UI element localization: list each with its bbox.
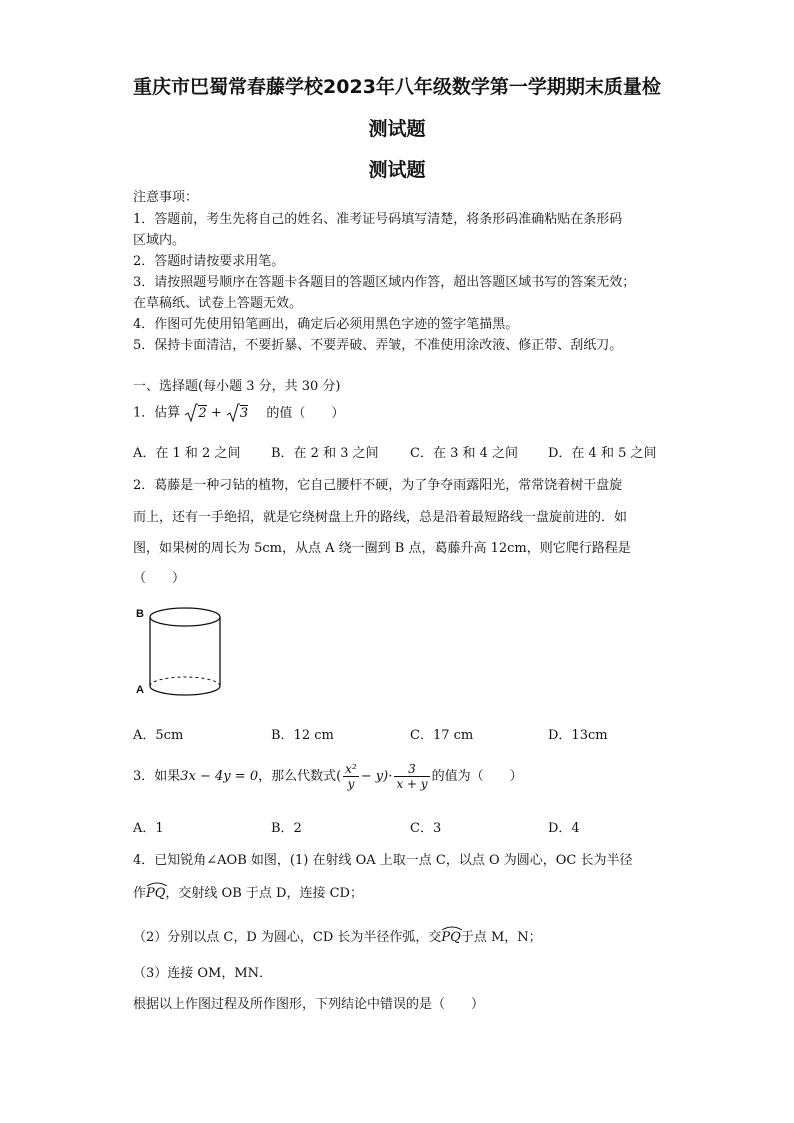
- q1-option-d: D．在 4 和 5 之间: [548, 446, 657, 461]
- notes-item: 5．保持卡面清洁，不要折暴、不要弄破、弄皱，不准使用涂改液、修正带、刮纸刀。: [133, 338, 623, 353]
- page-subtitle: 测试题: [368, 159, 426, 181]
- q3-middle: ，那么代数式(: [258, 769, 342, 784]
- section-heading: 一、选择题(每小题 3 分，共 30 分): [133, 379, 341, 394]
- q3-option-b: B．2: [271, 821, 302, 836]
- arc-pq-1-label: PQ: [146, 886, 166, 901]
- q3-fraction-1: [343, 762, 359, 791]
- q1-prefix: 1．估算: [133, 405, 181, 421]
- arc-pq-1: [146, 886, 165, 901]
- q3-option-c: C．3: [410, 821, 442, 836]
- arc-pq-2-label: PQ: [441, 930, 461, 945]
- q4-line-4: （3）连接 OM，MN．: [133, 966, 273, 981]
- notes-heading: 注意事项：: [133, 190, 199, 205]
- q1-option-a: A．在 1 和 2 之间: [133, 446, 241, 461]
- q4-line-5: 根据以上作图过程及所作图形，下列结论中错误的是（ ）: [133, 997, 485, 1012]
- q4-line-3: [133, 926, 542, 945]
- q3-minus-y: − y)·: [360, 769, 393, 784]
- notes-item: 2．答题时请按要求用笔。: [133, 254, 285, 269]
- q4-line3-start: （2）分别以点 C，D 为圆心，CD 长为半径作弧，交: [133, 930, 442, 945]
- notes-item: 区域内。: [133, 233, 186, 248]
- q4-line-1: 4．已知锐角∠AOB 如图，(1) 在射线 OA 上取一点 C，以点 O 为圆心，OC 长为半径: [133, 853, 633, 868]
- question-1: [133, 401, 344, 425]
- notes-item: 4．作图可先使用铅笔画出，确定后必须用黑色字迹的签字笔描黑。: [133, 317, 519, 332]
- q3-frac2-denominator: x + y: [396, 777, 428, 791]
- q2-line: 而上，还有一手绝招，就是它绕树盘上升的路线，总是沿着最短路线一盘旋前进的．如: [133, 510, 628, 525]
- q2-option-c: C．17 cm: [410, 728, 474, 743]
- q1-suffix: 的值（ ）: [266, 405, 345, 421]
- q3-suffix: 的值为（ ）: [431, 769, 523, 784]
- sqrt-icon: [184, 401, 198, 425]
- q2-line: 图，如果树的周长为 5cm，从点 A 绕一圈到 B 点，葛藤升高 12cm，则它爬行路程是: [133, 541, 631, 556]
- q2-option-b: B．12 cm: [271, 728, 334, 743]
- question-3: [133, 755, 523, 799]
- cylinder-figure: [133, 602, 233, 702]
- q2-option-a: A．5cm: [133, 728, 184, 743]
- q3-option-d: D．4: [548, 821, 580, 836]
- q1-option-b: B．在 2 和 3 之间: [271, 446, 379, 461]
- page-title-continued: 测试题: [368, 118, 426, 140]
- q3-frac1-denominator: y: [347, 777, 355, 791]
- q4-line2-end: ，交射线 OB 于点 D，连接 CD；: [165, 886, 363, 901]
- arc-pq-2: [441, 930, 460, 945]
- q3-option-a: A．1: [133, 821, 164, 836]
- notes-item: 1．答题前，考生先将自己的姓名、准考证号码填写清楚，将条形码准确粘贴在条形码: [133, 212, 623, 227]
- q1-option-c: C．在 3 和 4 之间: [410, 446, 519, 461]
- q4-line2-start: 作: [133, 886, 147, 901]
- q3-prefix: 3．如果: [133, 769, 181, 784]
- notes-item: 在草稿纸、试卷上答题无效。: [133, 296, 303, 311]
- q3-frac2-numerator: 3: [394, 762, 429, 777]
- q4-line-2: [133, 882, 363, 901]
- page-title: 重庆市巴蜀常春藤学校2023年八年级数学第一学期期末质量检: [133, 76, 661, 98]
- q4-line3-end: 于点 M，N；: [460, 930, 542, 945]
- q2-line: 2．葛藤是一种刁钻的植物，它自己腰杆不硬，为了争夺雨露阳光，常常饶着树干盘旋: [133, 478, 623, 493]
- sqrt-icon: [226, 401, 240, 425]
- point-a-label: A: [136, 684, 144, 696]
- notes-item: 3．请按照题号顺序在答题卡各题目的答题区域内作答，超出答题区域书写的答案无效；: [133, 275, 636, 290]
- q3-frac1-numerator: x²: [345, 762, 357, 776]
- q1-radicand-a: 2: [198, 405, 207, 421]
- q1-plus: +: [210, 405, 222, 421]
- q1-radicand-b: 3: [239, 405, 249, 421]
- q3-condition: 3x − 4y = 0: [180, 769, 259, 784]
- q2-option-d: D．13cm: [548, 728, 608, 743]
- point-b-label: B: [136, 608, 144, 620]
- q3-fraction-2: [394, 762, 429, 791]
- q2-line: （ ）: [133, 571, 186, 586]
